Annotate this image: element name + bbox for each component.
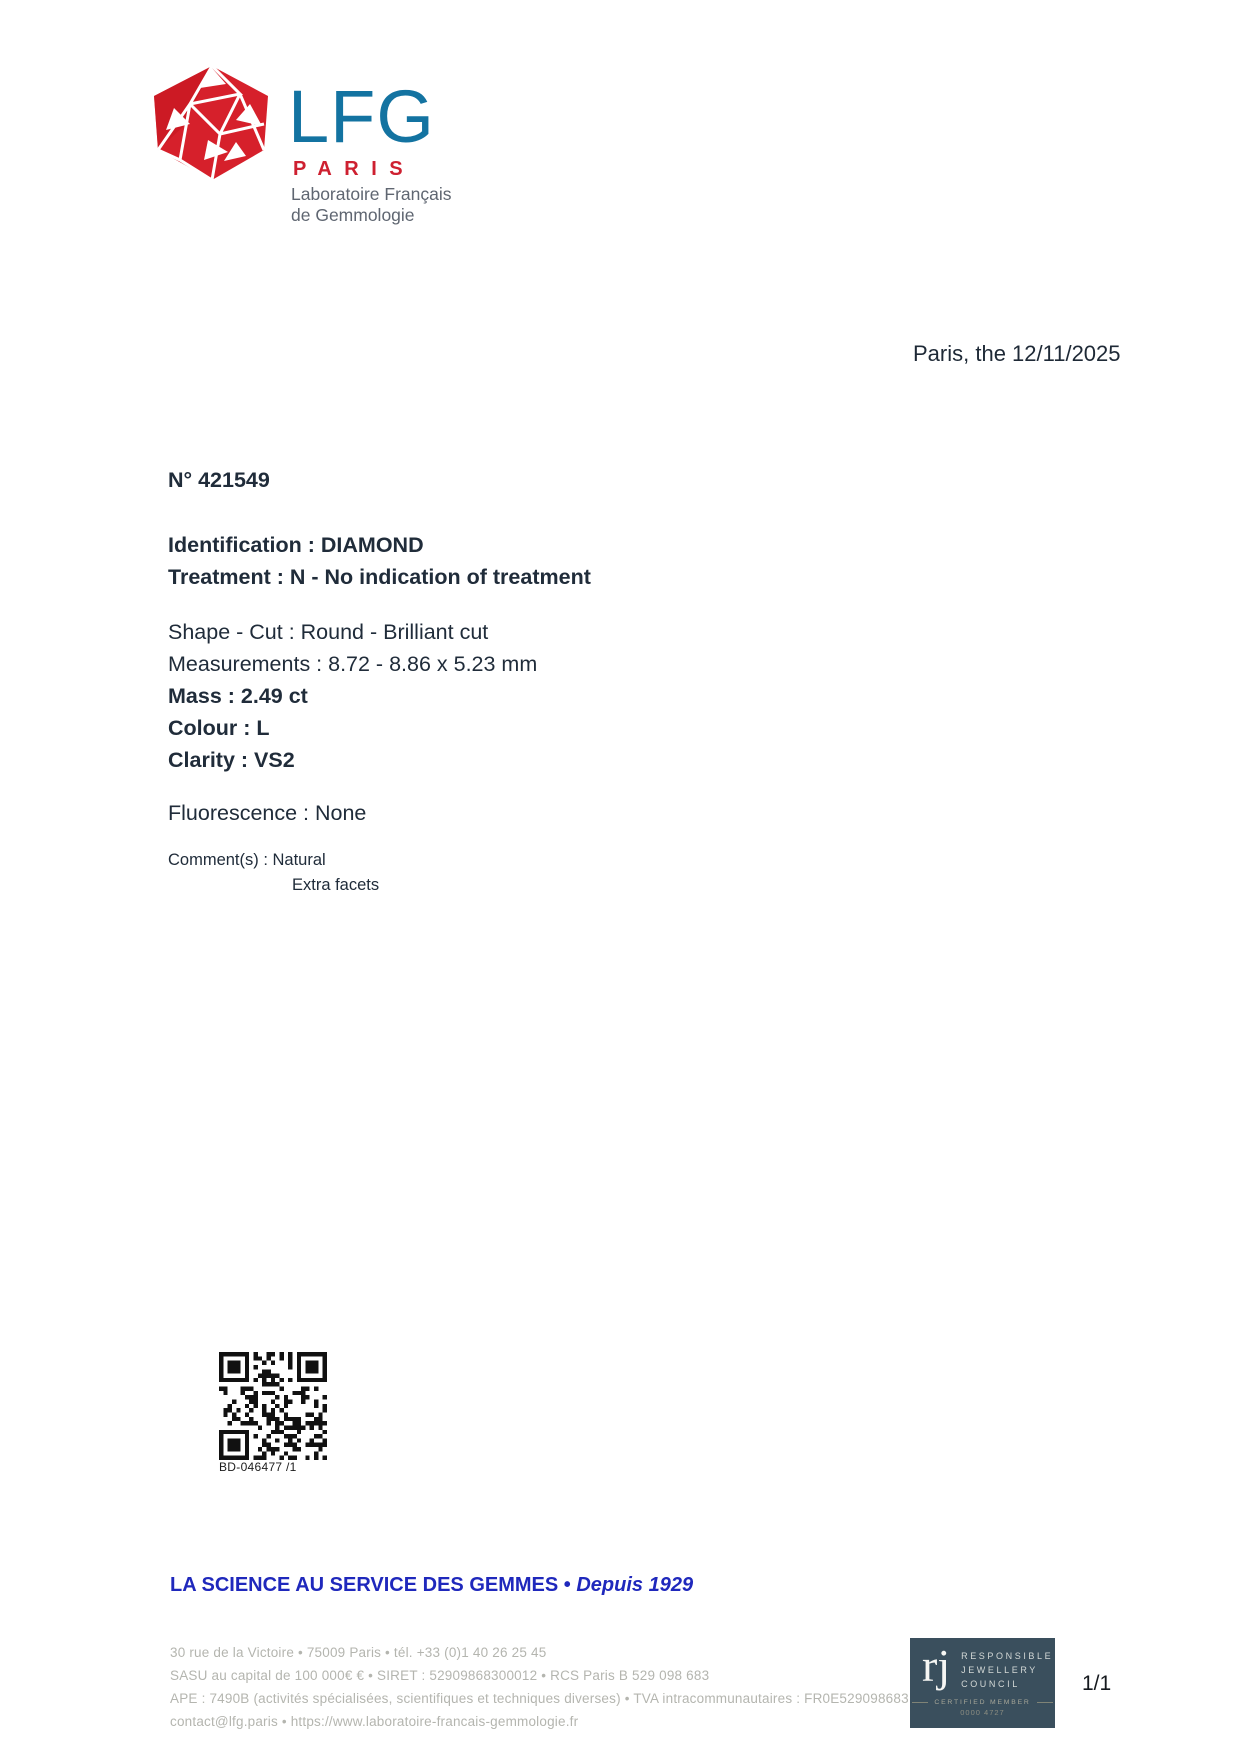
rjc-org-line2: JEWELLERY xyxy=(961,1664,1038,1675)
tagline-main: LA SCIENCE AU SERVICE DES GEMMES xyxy=(170,1574,564,1596)
lfg-gem-icon xyxy=(150,64,274,182)
date-line: Paris, the 12/11/2025 xyxy=(913,341,1121,366)
rjc-member-number: 0000 4727 xyxy=(960,1707,1005,1717)
colour-line: Colour : L xyxy=(168,716,270,740)
rjc-certified-row xyxy=(910,1699,1055,1706)
qr-code xyxy=(219,1352,327,1460)
lfg-subtitle-line1: Laboratoire Français xyxy=(291,184,452,204)
measurements-line: Measurements : 8.72 - 8.86 x 5.23 mm xyxy=(168,652,538,676)
rjc-certified-label: CERTIFIED MEMBER xyxy=(934,1698,1031,1706)
footer-company-line: SASU au capital de 100 000€ € • SIRET : 52909868300012 • RCS Paris B 529 098 683 xyxy=(170,1668,710,1683)
treatment-line: Treatment : N - No indication of treatment xyxy=(168,565,591,589)
shape-cut-line: Shape - Cut : Round - Brilliant cut xyxy=(168,620,489,644)
lfg-city-label: PARIS xyxy=(293,158,416,180)
footer-address-line: 30 rue de la Victoire • 75009 Paris • tél. +33 (0)1 40 26 25 45 xyxy=(170,1645,547,1660)
rjc-badge xyxy=(910,1638,1055,1728)
comments-line: Comment(s) : Natural xyxy=(168,851,326,869)
lfg-subtitle-line2: de Gemmologie xyxy=(291,205,415,225)
page-number: 1/1 xyxy=(1082,1672,1112,1695)
footer xyxy=(170,1641,909,1733)
rjc-monogram: rj xyxy=(922,1640,951,1691)
footer-contact-line: contact@lfg.paris • https://www.laboratoire-francais-gemmologie.fr xyxy=(170,1714,579,1729)
rjc-org-line3: COUNCIL xyxy=(961,1678,1020,1689)
clarity-line: Clarity : VS2 xyxy=(168,748,295,772)
lfg-brand-wordmark: LFG xyxy=(288,75,435,158)
mass-line: Mass : 2.49 ct xyxy=(168,684,308,708)
tagline xyxy=(170,1574,693,1597)
certificate-number: N° 421549 xyxy=(168,468,270,492)
footer-ape-tva-line: APE : 7490B (activités spécialisées, scientifiques et techniques diverses) • TVA intracommunautaires : FR0E529098683 xyxy=(170,1691,909,1706)
rjc-dash-right xyxy=(1037,1702,1053,1703)
rjc-org-line1: RESPONSIBLE xyxy=(961,1651,1054,1661)
identification-line: Identification : DIAMOND xyxy=(168,533,424,557)
comments-line-2: Extra facets xyxy=(292,876,380,894)
fluorescence-line: Fluorescence : None xyxy=(168,801,367,825)
tagline-bullet: • xyxy=(563,1574,577,1596)
qr-code-label: BD-046477 /1 xyxy=(219,1460,297,1474)
rjc-dash-left xyxy=(912,1702,928,1703)
tagline-suffix: Depuis 1929 xyxy=(576,1574,694,1596)
rjc-org-name xyxy=(961,1650,1053,1692)
